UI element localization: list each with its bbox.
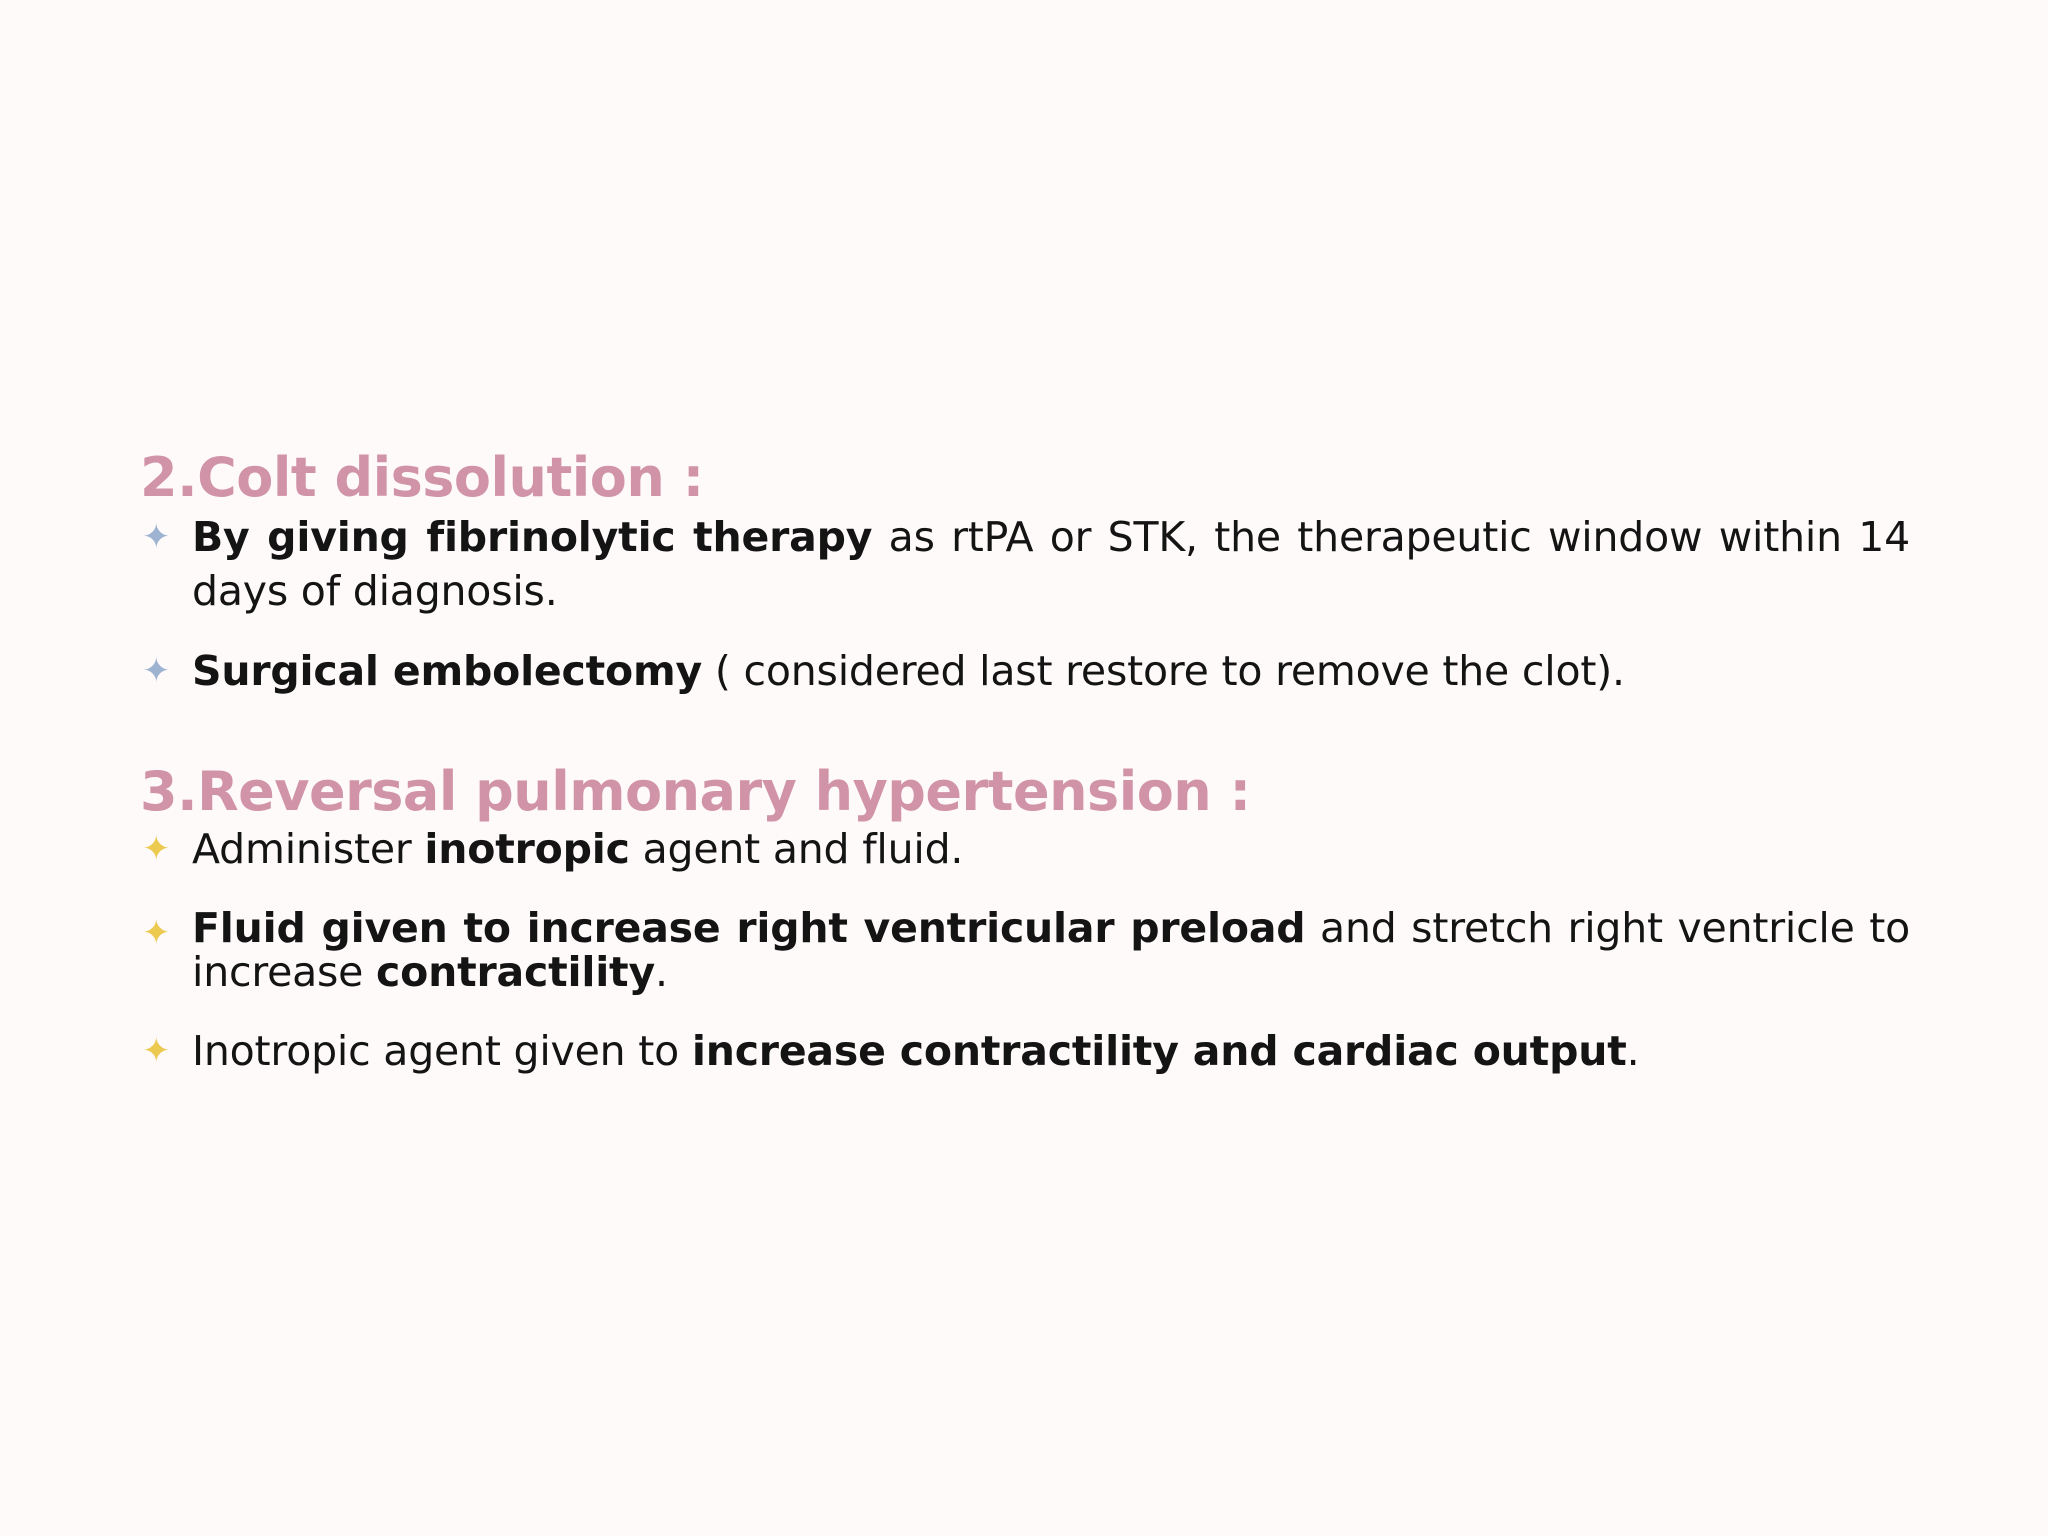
bullet-text-regular: agent and fluid. <box>629 825 964 873</box>
list-item <box>140 822 1910 876</box>
bullet-text-regular: Inotropic agent given to <box>192 1027 692 1075</box>
bullet-text-bold: Fluid given to increase right ventricular preload <box>192 904 1306 952</box>
bullet-text-bold: Surgical embolectomy <box>192 647 703 695</box>
section-clot-dissolution <box>140 446 1910 698</box>
four-point-star-icon: ✦ <box>142 829 171 869</box>
bullet-list <box>140 510 1910 698</box>
bullet-text-bold: inotropic <box>424 825 630 873</box>
bullet-text-regular: and stretch right ventricle to increase <box>192 904 1910 996</box>
bullet-text <box>192 510 1910 618</box>
bullet-text <box>192 906 1910 994</box>
bullet-text-bold: increase contractility and cardiac output <box>691 1027 1627 1075</box>
bullet-text-regular: ( considered last restore to remove the clot). <box>702 647 1625 695</box>
list-item <box>140 644 1910 698</box>
list-item <box>140 1024 1910 1078</box>
list-item <box>140 906 1910 994</box>
list-item <box>140 510 1910 618</box>
section-heading: 3.Reversal pulmonary hypertension : <box>140 760 1251 823</box>
bullet-text-bold: By giving fibrinolytic therapy <box>192 513 873 561</box>
bullet-text-regular: . <box>1626 1027 1640 1075</box>
four-point-star-icon: ✦ <box>142 1031 171 1071</box>
four-point-star-icon: ✦ <box>142 913 171 953</box>
bullet-text-regular: as rtPA or STK, the therapeutic window within 14 days of diagnosis. <box>192 513 1910 615</box>
four-point-star-icon: ✦ <box>142 651 171 691</box>
bullet-text <box>192 822 1910 876</box>
bullet-list <box>140 822 1910 1078</box>
bullet-text-regular: . <box>654 948 668 996</box>
bullet-text <box>192 644 1910 698</box>
bullet-text-bold: contractility <box>376 948 655 996</box>
bullet-text-regular: Administer <box>192 825 425 873</box>
section-reversal-pulmonary-hypertension <box>140 760 1910 1078</box>
section-heading: 2.Colt dissolution : <box>140 446 704 509</box>
bullet-text <box>192 1024 1910 1078</box>
four-point-star-icon: ✦ <box>142 517 171 557</box>
